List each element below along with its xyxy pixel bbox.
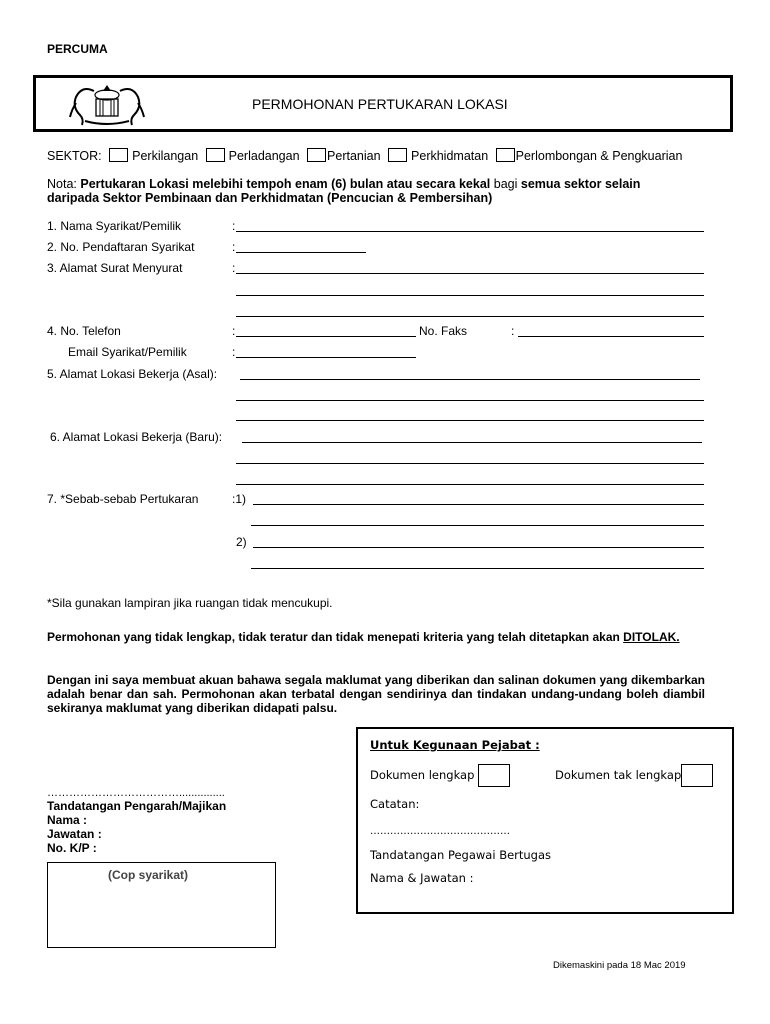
sector-label: SEKTOR: — [47, 149, 102, 163]
note-label: Nota: — [47, 177, 77, 191]
sector-option: Perlombongan & Pengkuarian — [515, 149, 683, 163]
office-title: Untuk Kegunaan Pejabat : — [370, 738, 540, 752]
ic-label: No. K/P : — [47, 841, 97, 855]
free-label: PERCUMA — [47, 42, 108, 56]
form-title: PERMOHONAN PERTUKARAN LOKASI — [252, 96, 508, 112]
colon: : — [232, 324, 236, 338]
note-text: semua sektor selain — [520, 177, 641, 191]
colon: : — [232, 219, 236, 233]
field-label: 5. Alamat Lokasi Bekerja (Asal): — [47, 367, 218, 381]
colon: : — [232, 240, 236, 254]
checkbox-perkhidmatan[interactable] — [388, 148, 407, 162]
checkbox-perladangan[interactable] — [206, 148, 225, 162]
warning-text — [47, 630, 705, 644]
note-text: bagi — [493, 177, 518, 191]
field-label: 2. No. Pendaftaran Syarikat — [47, 240, 195, 254]
field-label: 6. Alamat Lokasi Bekerja (Baru): — [50, 430, 223, 444]
colon: : — [511, 324, 515, 338]
doc-incomplete-label: Dokumen tak lengkap — [555, 768, 682, 782]
office-use-box — [356, 727, 734, 914]
doc-complete-label: Dokumen lengkap — [370, 768, 475, 782]
stamp-label: (Cop syarikat) — [108, 868, 189, 882]
declaration-text: Dengan ini saya membuat akuan bahawa segala maklumat yang diberikan dan salinan dokumen yang dikembarkan adalah benar dan sah. Permohonan akan terbatal dengan sendirinya dan tindakan undang-undang boleh diambil sekiranya maklumat yang diberikan didapati palsu. — [47, 673, 705, 715]
remarks-dots[interactable]: …………………………………… — [370, 826, 510, 837]
original-location-input[interactable] — [240, 379, 700, 380]
sector-option: Pertanian — [327, 149, 381, 163]
reason-2-input[interactable] — [251, 568, 704, 569]
field-label: 4. No. Telefon — [47, 324, 121, 338]
title-box — [33, 75, 733, 132]
mailing-address-input[interactable] — [236, 295, 704, 296]
new-location-input[interactable] — [236, 484, 704, 485]
phone-input[interactable] — [236, 336, 416, 337]
email-input[interactable] — [236, 357, 416, 358]
doc-incomplete-checkbox[interactable] — [681, 764, 713, 787]
signature-label: Tandatangan Pengarah/Majikan — [47, 799, 227, 813]
new-location-input[interactable] — [236, 463, 704, 464]
officer-name-label: Nama & Jawatan : — [370, 871, 474, 885]
reason-1-input[interactable] — [253, 504, 704, 505]
fax-label: No. Faks — [419, 324, 468, 338]
sector-option: Perladangan — [228, 149, 300, 163]
sector-option: Perkhidmatan — [411, 149, 489, 163]
note-text: Pertukaran Lokasi melebihi tempoh enam (6) bulan atau secara kekal — [80, 177, 491, 191]
checkbox-pertanian[interactable] — [307, 148, 326, 162]
position-label: Jawatan : — [47, 827, 102, 841]
new-location-input[interactable] — [242, 442, 702, 443]
field-label: 3. Alamat Surat Menyurat — [47, 261, 183, 275]
field-label: Email Syarikat/Pemilik — [68, 345, 187, 359]
fax-input[interactable] — [518, 336, 704, 337]
coat-of-arms-icon — [67, 81, 147, 127]
colon: : — [232, 345, 236, 359]
doc-complete-checkbox[interactable] — [478, 764, 510, 787]
footnote: *Sila gunakan lampiran jika ruangan tidak mencukupi. — [47, 596, 333, 610]
doc-complete-row — [370, 764, 510, 787]
field-label: 7. *Sebab-sebab Pertukaran — [47, 492, 199, 506]
field-label: 1. Nama Syarikat/Pemilik — [47, 219, 182, 233]
warning-rejected: DITOLAK. — [623, 630, 680, 644]
checkbox-perkilangan[interactable] — [109, 148, 128, 162]
remarks-label: Catatan: — [370, 797, 420, 811]
sector-row — [47, 148, 682, 163]
note-line-2: daripada Sektor Pembinaan dan Perkhidmatan (Pencucian & Pembersihan) — [47, 191, 493, 205]
updated-date: Dikemaskini pada 18 Mac 2019 — [553, 960, 686, 971]
officer-signature-label: Tandatangan Pegawai Bertugas — [370, 848, 552, 862]
doc-incomplete-row — [555, 764, 713, 787]
mailing-address-input[interactable] — [236, 316, 704, 317]
company-name-input[interactable] — [236, 231, 704, 232]
original-location-input[interactable] — [236, 420, 704, 421]
reason-1-label: :1) — [232, 492, 247, 506]
checkbox-perlombongan[interactable] — [496, 148, 515, 162]
name-label: Nama : — [47, 813, 88, 827]
company-stamp-box[interactable] — [47, 862, 276, 948]
reason-2-label: 2) — [236, 535, 247, 549]
sector-option: Perkilangan — [132, 149, 199, 163]
mailing-address-input[interactable] — [236, 273, 704, 274]
registration-input[interactable] — [236, 252, 366, 253]
warning-body: Permohonan yang tidak lengkap, tidak teratur dan tidak menepati kriteria yang telah ditetapkan akan — [47, 630, 620, 644]
colon: : — [232, 261, 236, 275]
reason-1-input[interactable] — [251, 525, 704, 526]
signature-line[interactable]: ………………………………............... — [47, 787, 225, 799]
note-line-1 — [47, 177, 640, 191]
reason-2-input[interactable] — [253, 547, 704, 548]
original-location-input[interactable] — [236, 400, 704, 401]
